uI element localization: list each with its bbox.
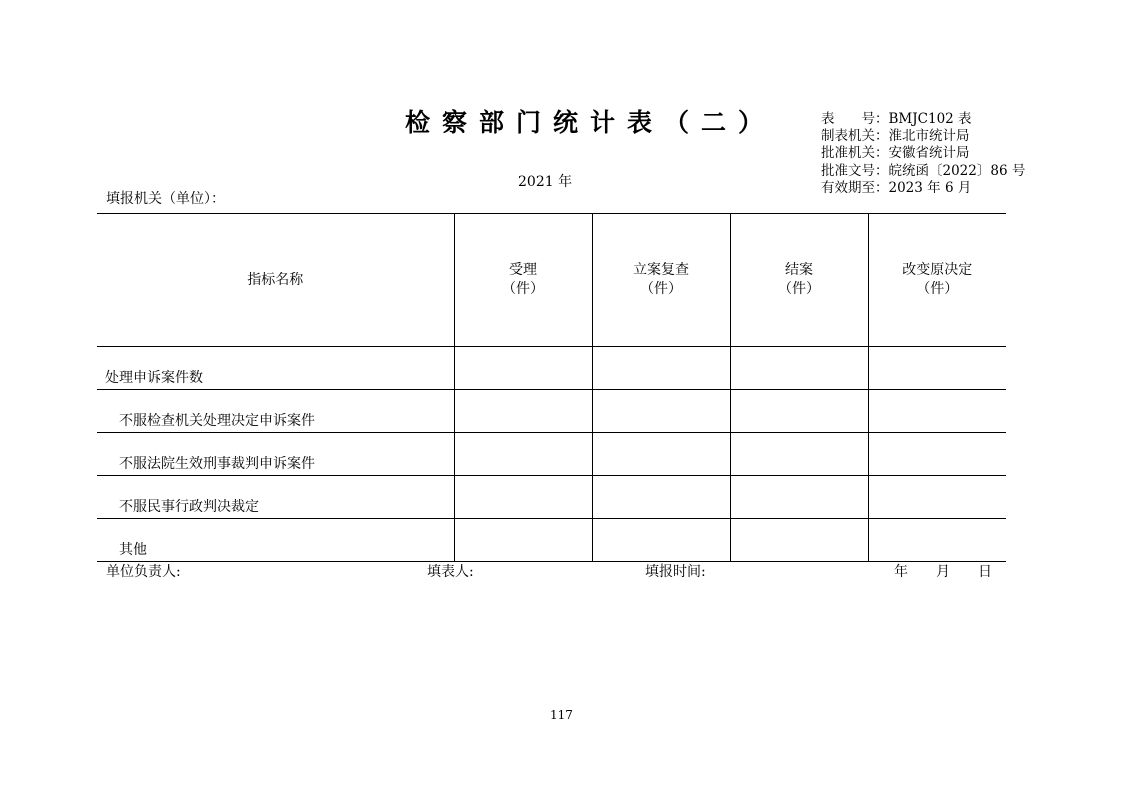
meta-row-approval-number: 批准文号：皖统函〔2022〕86 号 [821,162,1026,179]
table-cell [868,519,1006,562]
page-title: 检察部门统计表（二） [405,108,776,137]
table-cell [592,347,730,390]
footer-preparer: 填表人: [427,564,474,580]
table-row [97,347,1006,390]
table-cell [592,476,730,519]
footer-day: 日 [978,564,992,580]
table-cell [454,519,592,562]
table-cell [730,433,868,476]
header-column: 结案 （件） [730,214,868,347]
meta-row-approving-authority: 批准机关：安徽省统计局 [821,145,970,162]
report-year: 2021 年 [518,174,573,190]
header-column: 改变原决定 （件） [868,214,1006,347]
table-row [97,519,1006,562]
table-cell [730,390,868,433]
filler-label: 填报机关（单位）： [106,191,225,207]
footer-month: 月 [936,564,950,580]
page-number: 117 [550,708,573,722]
table-row [97,433,1006,476]
footer-responsible-person: 单位负责人: [106,564,181,580]
meta-row-form-number: 表 号：BMJC102 表 [821,111,972,127]
table-cell [592,433,730,476]
table-row [97,390,1006,433]
table-cell [868,476,1006,519]
header-indicator-name: 指标名称 [97,214,454,347]
row-label: 其他 [97,519,454,562]
table-row [97,476,1006,519]
meta-row-issuing-authority: 制表机关：淮北市统计局 [821,128,970,145]
row-label: 不服检查机关处理决定申诉案件 [97,390,454,433]
table-header-row [97,214,1006,347]
header-column: 受理 （件） [454,214,592,347]
footer-fill-time: 填报时间: [645,564,706,580]
form-metadata [821,111,1025,197]
table-cell [454,390,592,433]
footer-year: 年 [894,564,908,580]
row-label: 不服法院生效刑事裁判申诉案件 [97,433,454,476]
statistics-table [97,213,1006,562]
table-cell [730,519,868,562]
meta-row-valid-until: 有效期至：2023 年 6 月 [821,179,972,196]
row-label: 处理申诉案件数 [97,347,454,390]
table-cell [454,347,592,390]
table-cell [592,519,730,562]
table-cell [454,433,592,476]
table-cell [868,390,1006,433]
table-cell [454,476,592,519]
table-cell [730,476,868,519]
table-cell [868,433,1006,476]
table-cell [592,390,730,433]
table-cell [868,347,1006,390]
table-cell [730,347,868,390]
header-column: 立案复查 （件） [592,214,730,347]
row-label: 不服民事行政判决裁定 [97,476,454,519]
